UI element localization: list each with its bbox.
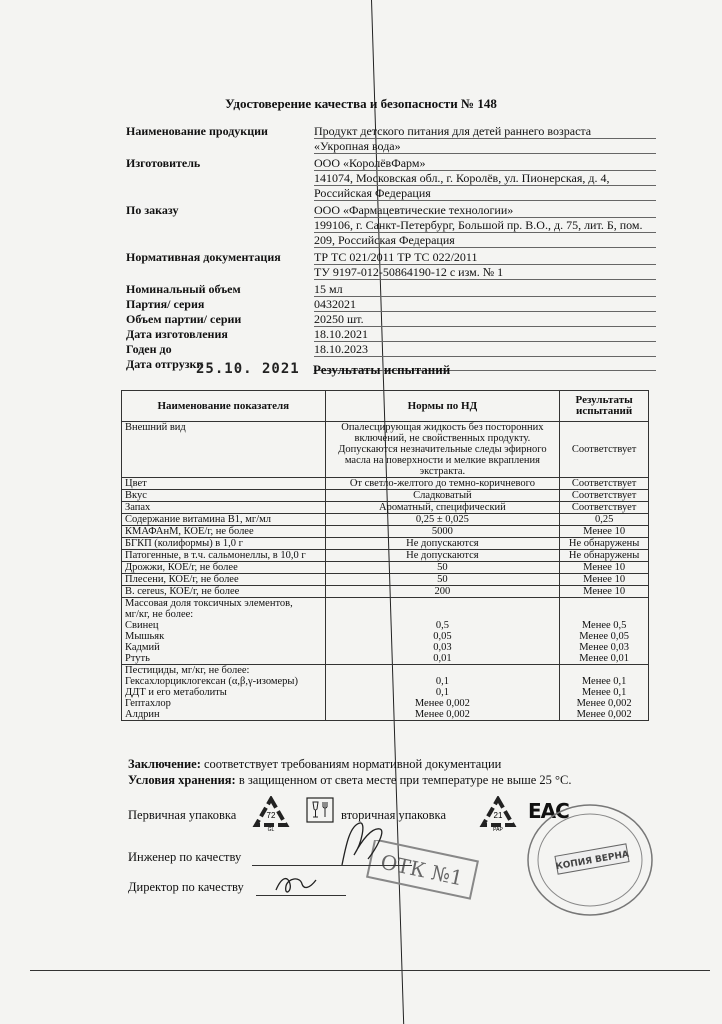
indicator-cell-line: Дрожжи, КОЕ/г, не более (125, 562, 238, 573)
norm-cell (325, 665, 560, 721)
indicator-cell-line: Патогенные, в т.ч. сальмонеллы, в 10,0 г (125, 550, 306, 561)
result-cell (560, 502, 649, 514)
norm-cell-line: Не допускаются (406, 550, 479, 561)
result-cell-line: Менее 0,05 (579, 631, 630, 642)
indicator-cell (122, 526, 326, 538)
indicator-cell-line: Кадмий (125, 642, 160, 653)
norm-cell-line: 0,1 (435, 687, 449, 698)
storage-label: Условия хранения: (128, 773, 236, 787)
header-norm: Нормы по НД (325, 391, 560, 422)
batch-value: 0432021 (314, 297, 656, 312)
batch-label: Партия/ серия (126, 297, 205, 311)
norm-cell-line: Менее 0,002 (414, 709, 470, 720)
norm-cell-line: 0,05 (433, 631, 452, 642)
result-cell-line (563, 422, 645, 433)
product-line-1: Продукт детского питания для детей раннего возраста (314, 124, 656, 139)
norm-cell-line: 200 (434, 586, 451, 597)
norm-cell (325, 422, 560, 478)
header-result: Результаты испытаний (560, 391, 649, 422)
indicator-cell (122, 665, 326, 721)
result-cell (560, 665, 649, 721)
table-row (122, 526, 649, 538)
result-cell-line (563, 598, 645, 609)
result-cell-line: Менее 10 (583, 526, 626, 537)
table-row (122, 586, 649, 598)
page-bottom-rule (30, 970, 710, 971)
indicator-cell (122, 538, 326, 550)
result-cell (560, 550, 649, 562)
result-cell-line: Менее 0,002 (576, 709, 632, 720)
result-cell-line: Менее 10 (583, 574, 626, 585)
norm-cell-line: 5000 (431, 526, 453, 537)
indicator-cell-line: B. cereus, КОЕ/г, не более (125, 586, 240, 597)
result-cell (560, 562, 649, 574)
norm-line-1: ТР ТС 021/2011 ТР ТС 022/2011 (314, 250, 656, 265)
stamp-text: КОПИЯ ВЕРНА (554, 849, 630, 873)
norm-cell-line: Менее 0,002 (414, 698, 470, 709)
volume-value: 15 мл (314, 282, 656, 297)
norm-cell (325, 502, 560, 514)
norm-cell-line: 0,03 (433, 642, 452, 653)
indicator-cell (122, 550, 326, 562)
result-cell (560, 526, 649, 538)
result-cell (560, 514, 649, 526)
result-cell-line: Соответствует (571, 444, 637, 455)
table-row (122, 665, 649, 721)
maker-line-3: Российская Федерация (314, 186, 656, 201)
result-cell-line: Менее 10 (583, 586, 626, 597)
result-cell (560, 586, 649, 598)
norm-cell-line: 50 (437, 562, 448, 573)
table-row (122, 550, 649, 562)
result-cell (560, 478, 649, 490)
table-row (122, 490, 649, 502)
result-cell-line: Менее 0,03 (579, 642, 630, 653)
norm-cell (325, 574, 560, 586)
indicator-cell-line: Ртуть (125, 653, 150, 664)
indicator-cell-line: КМАФАнМ, КОЕ/г, не более (125, 526, 254, 537)
primary-pack-label: Первичная упаковка (128, 808, 237, 822)
result-cell-line (563, 455, 645, 466)
batch-size-label: Объем партии/ серии (126, 312, 242, 326)
result-cell-line: Соответствует (571, 478, 637, 489)
document-title: Удостоверение качества и безопасности № 148 (225, 96, 497, 111)
indicator-cell-line: Цвет (125, 478, 147, 489)
norm-cell-line: Сладковатый (413, 490, 472, 501)
indicator-cell-line: Вкус (125, 490, 147, 501)
table-row (122, 562, 649, 574)
result-cell-line: Менее 10 (583, 562, 626, 573)
table-row (122, 478, 649, 490)
order-label: По заказу (126, 203, 179, 217)
indicator-cell-line: Пестициды, мг/кг, не более: (125, 665, 250, 676)
norm-cell-line: включений, не свойственных продукту. (354, 433, 531, 444)
norm-cell (325, 514, 560, 526)
result-cell (560, 538, 649, 550)
volume-label: Номинальный объем (126, 282, 241, 296)
indicator-cell (122, 514, 326, 526)
order-line-1: ООО «Фармацевтические технологии» (314, 203, 656, 218)
indicator-cell (122, 490, 326, 502)
norm-cell-line: Ароматный, специфический (379, 502, 506, 513)
norm-cell-line: экстракта. (419, 466, 466, 477)
product-info (126, 124, 656, 371)
indicator-cell (122, 586, 326, 598)
result-cell-line (563, 609, 645, 620)
engineer-signature (332, 815, 392, 875)
batch-size-value: 20250 шт. (314, 312, 656, 327)
norm-cell (325, 562, 560, 574)
result-cell (560, 490, 649, 502)
indicator-cell (122, 502, 326, 514)
results-title: Результаты испытаний (313, 362, 451, 377)
recycle-paper-code: PAP (493, 827, 503, 832)
recycle-paper-number: 21 (493, 811, 503, 820)
result-cell-line: 0,25 (594, 514, 614, 525)
table-row (122, 514, 649, 526)
indicator-cell-line: Запах (125, 502, 151, 513)
recycle-glass-icon (252, 796, 290, 832)
norm-cell (325, 550, 560, 562)
table-row (122, 502, 649, 514)
result-cell-line (563, 665, 645, 676)
indicator-cell (122, 478, 326, 490)
norm-cell-line (329, 598, 557, 609)
maker-line-1: ООО «КоролёвФарм» (314, 156, 656, 171)
secondary-pack-label: вторичная упаковка (341, 808, 446, 822)
product-label: Наименование продукции (126, 124, 268, 138)
indicator-cell-line: Мышьяк (125, 631, 165, 642)
norm-cell-line: Опалесцирующая жидкость без посторонних (341, 422, 544, 433)
result-cell-line: Не обнаружены (568, 538, 640, 549)
result-cell (560, 422, 649, 478)
result-cell-line: Соответствует (571, 502, 637, 513)
conclusion-block (128, 756, 572, 788)
result-cell-line: Не обнаружены (568, 550, 640, 561)
indicator-cell-line: мг/кг, не более: (125, 609, 194, 620)
norm-cell-line: Допускаются незначительные следы эфирного (338, 444, 547, 455)
result-cell-line: Менее 0,5 (581, 620, 627, 631)
norm-cell (325, 538, 560, 550)
table-row (122, 598, 649, 665)
indicator-cell-line: БГКП (колиформы) в 1,0 г (125, 538, 243, 549)
food-contact-icon (306, 797, 334, 823)
made-label: Дата изготовления (126, 327, 228, 341)
norm-cell-line: 50 (437, 574, 448, 585)
norm-cell-line: 0,1 (435, 676, 449, 687)
norm-cell-line: Не допускаются (406, 538, 479, 549)
storage-text: в защищенном от света месте при температуре не выше 25 °С. (235, 773, 572, 787)
product-line-2: «Укропная вода» (314, 139, 656, 154)
indicator-cell-line: Алдрин (125, 709, 160, 720)
conclusion-text: соответствует требованиям нормативной документации (200, 757, 502, 771)
norm-cell-line: 0,01 (433, 653, 452, 664)
recycle-glass-code: GL (267, 827, 275, 832)
table-row (122, 538, 649, 550)
table-row (122, 422, 649, 478)
result-cell-line: Менее 0,1 (581, 676, 627, 687)
norm-cell (325, 526, 560, 538)
norm-cell (325, 478, 560, 490)
header-indicator: Наименование показателя (122, 391, 326, 422)
valid-label: Годен до (126, 342, 172, 356)
norm-label: Нормативная документация (126, 250, 281, 264)
indicator-cell-line: Массовая доля токсичных элементов, (125, 598, 293, 609)
order-line-3: 209, Российская Федерация (314, 233, 656, 248)
indicator-cell (122, 422, 326, 478)
norm-line-2: ТУ 9197-012-50864190-12 с изм. № 1 (314, 265, 656, 280)
engineer-sign-line (252, 865, 412, 866)
norm-cell-line: 0,5 (435, 620, 449, 631)
indicator-cell-line: Внешний вид (125, 422, 186, 433)
result-cell-line: Соответствует (571, 490, 637, 501)
norm-cell (325, 586, 560, 598)
indicator-cell-line: Гексахлорциклогексан (α,β,γ-изомеры) (125, 676, 298, 687)
eac-mark-icon: EAC (528, 799, 569, 823)
stamp-date: 25.10. 2021 (196, 361, 300, 377)
maker-label: Изготовитель (126, 156, 201, 170)
round-seal-stamp (520, 800, 660, 920)
valid-value: 18.10.2023 (314, 342, 656, 357)
conclusion-label: Заключение: (128, 757, 201, 771)
norm-cell-line: масла на поверхности и мелкие вкрапления (344, 455, 540, 466)
indicator-cell-line: ДДТ и его метаболиты (125, 687, 227, 698)
norm-cell-line: 0,25 ± 0,025 (415, 514, 469, 525)
norm-cell-line (329, 665, 557, 676)
made-value: 18.10.2021 (314, 327, 656, 342)
result-cell-line: Менее 0,01 (579, 653, 630, 664)
result-cell-line (563, 433, 645, 444)
otk-text: ОТК №1 (378, 849, 465, 891)
results-table (121, 390, 649, 721)
maker-line-2: 141074, Московская обл., г. Королёв, ул. Пионерская, д. 4, (314, 171, 656, 186)
indicator-cell-line: Свинец (125, 620, 159, 631)
indicator-cell (122, 574, 326, 586)
indicator-cell-line: Плесени, КОЕ/г, не более (125, 574, 239, 585)
engineer-label: Инженер по качеству (128, 850, 242, 864)
director-label: Директор по качеству (128, 880, 244, 894)
recycle-paper-icon (479, 796, 517, 832)
norm-cell (325, 598, 560, 665)
norm-cell (325, 490, 560, 502)
table-row (122, 574, 649, 586)
norm-cell-line: От светло-желтого до темно-коричневого (349, 478, 535, 489)
norm-cell-line (329, 609, 557, 620)
result-cell-line: Менее 0,1 (581, 687, 627, 698)
director-sign-line (256, 895, 346, 896)
indicator-cell (122, 562, 326, 574)
result-cell (560, 598, 649, 665)
result-cell (560, 574, 649, 586)
ship-label: Дата отгрузки (126, 357, 204, 371)
result-cell-line: Менее 0,002 (576, 698, 632, 709)
indicator-cell-line: Содержание витамина В1, мг/мл (125, 514, 272, 525)
result-cell-line (563, 466, 645, 477)
recycle-glass-number: 72 (266, 811, 276, 820)
indicator-cell (122, 598, 326, 665)
order-line-2: 199106, г. Санкт-Петербург, Большой пр. В.О., д. 75, лит. Б, пом. (314, 218, 656, 233)
indicator-cell-line: Гептахлор (125, 698, 171, 709)
